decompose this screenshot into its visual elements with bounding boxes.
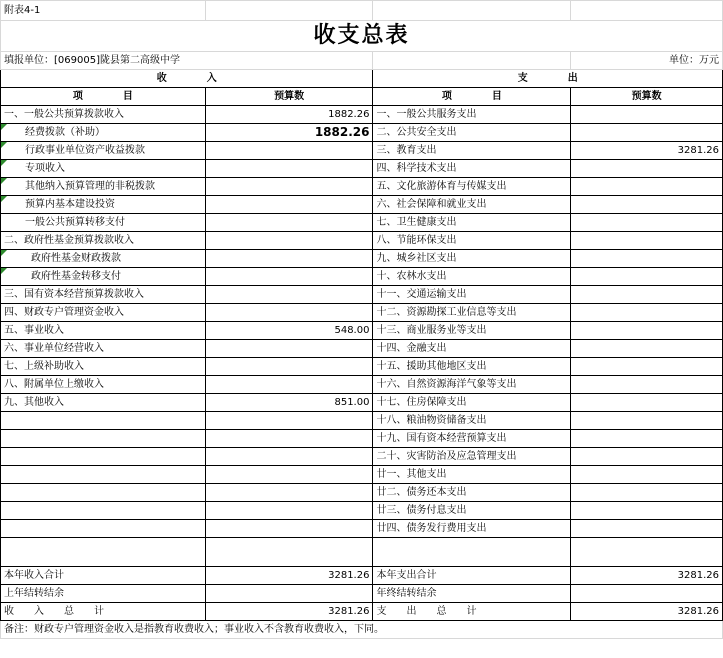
expense-item-cell[interactable]: 二十、灾害防治及应急管理支出: [373, 448, 571, 466]
grand-total-row: [1, 603, 723, 621]
income-value-cell[interactable]: [205, 448, 373, 466]
table-row: [1, 124, 723, 142]
expense-value-cell[interactable]: [571, 304, 723, 322]
expense-budget-header: 预算数: [571, 88, 723, 106]
table-row: [1, 268, 723, 286]
income-item-cell[interactable]: [1, 430, 206, 448]
income-item-cell[interactable]: 八、附属单位上缴收入: [1, 376, 206, 394]
income-value-cell[interactable]: [205, 466, 373, 484]
income-value-cell[interactable]: [205, 502, 373, 520]
table-row: [1, 160, 723, 178]
table-row: [1, 412, 723, 430]
expense-value-cell[interactable]: [571, 376, 723, 394]
table-row: [1, 196, 723, 214]
income-item-cell[interactable]: [1, 412, 206, 430]
income-section-header: 收 入: [1, 70, 373, 88]
expense-item-cell[interactable]: 五、文化旅游体育与传媒支出: [373, 178, 571, 196]
income-total-label: 收 入 总 计: [1, 603, 206, 621]
table-row: [1, 178, 723, 196]
expense-item-cell[interactable]: 八、节能环保支出: [373, 232, 571, 250]
income-item-cell[interactable]: [1, 484, 206, 502]
expense-value-cell[interactable]: [571, 484, 723, 502]
expense-value-cell[interactable]: [571, 124, 723, 142]
income-item-cell[interactable]: [1, 502, 206, 520]
table-row: [1, 142, 723, 160]
table-row: [1, 466, 723, 484]
year-expense-value[interactable]: 3281.26: [571, 567, 723, 585]
blank-row: [1, 538, 723, 567]
income-value-cell[interactable]: [205, 196, 373, 214]
expense-item-cell[interactable]: 七、卫生健康支出: [373, 214, 571, 232]
income-item-cell[interactable]: 专项收入: [1, 160, 206, 178]
table-row: [1, 484, 723, 502]
table-row: [1, 448, 723, 466]
expense-value-cell[interactable]: [571, 286, 723, 304]
expense-value-cell[interactable]: [571, 268, 723, 286]
table-row: [1, 520, 723, 538]
income-value-cell[interactable]: [205, 358, 373, 376]
income-value-cell[interactable]: [205, 268, 373, 286]
expense-item-cell[interactable]: 十一、交通运输支出: [373, 286, 571, 304]
income-value-cell[interactable]: [205, 412, 373, 430]
expense-item-cell[interactable]: 二、公共安全支出: [373, 124, 571, 142]
balance-row: [1, 585, 723, 603]
expense-value-cell[interactable]: [571, 106, 723, 124]
prev-balance-value[interactable]: [205, 585, 373, 603]
expense-item-cell[interactable]: 廿一、其他支出: [373, 466, 571, 484]
expense-item-cell[interactable]: 十二、资源勘探工业信息等支出: [373, 304, 571, 322]
income-item-cell[interactable]: 行政事业单位资产收益拨款: [1, 142, 206, 160]
expense-value-cell[interactable]: [571, 340, 723, 358]
income-item-cell[interactable]: 七、上级补助收入: [1, 358, 206, 376]
expense-value-cell[interactable]: [571, 466, 723, 484]
expense-item-cell[interactable]: 廿四、债务发行费用支出: [373, 520, 571, 538]
income-value-cell[interactable]: [205, 304, 373, 322]
expense-item-cell[interactable]: 十四、金融支出: [373, 340, 571, 358]
table-row: [1, 232, 723, 250]
attach-label: 附表4-1: [1, 1, 206, 21]
income-item-cell[interactable]: 九、其他收入: [1, 394, 206, 412]
income-item-cell[interactable]: 政府性基金转移支付: [1, 268, 206, 286]
table-row: [1, 430, 723, 448]
expense-total-label: 支 出 总 计: [373, 603, 571, 621]
expense-value-cell[interactable]: [571, 232, 723, 250]
income-item-cell[interactable]: [1, 466, 206, 484]
income-value-cell[interactable]: [205, 376, 373, 394]
end-balance-value[interactable]: [571, 585, 723, 603]
table-row: [1, 358, 723, 376]
expense-value-cell[interactable]: [571, 214, 723, 232]
expense-item-cell[interactable]: 三、教育支出: [373, 142, 571, 160]
income-value-cell[interactable]: [205, 214, 373, 232]
page-title: 收支总表: [1, 21, 723, 52]
expense-item-cell[interactable]: 一、一般公共服务支出: [373, 106, 571, 124]
prev-balance-label: 上年结转结余: [1, 585, 206, 603]
year-income-label: 本年收入合计: [1, 567, 206, 585]
expense-value-cell[interactable]: [571, 520, 723, 538]
income-item-cell[interactable]: 六、事业单位经营收入: [1, 340, 206, 358]
expense-item-cell[interactable]: 四、科学技术支出: [373, 160, 571, 178]
expense-value-cell[interactable]: [571, 412, 723, 430]
income-value-cell[interactable]: 1882.26: [205, 106, 373, 124]
income-value-cell[interactable]: [205, 286, 373, 304]
table-row: [1, 106, 723, 124]
income-value-cell[interactable]: [205, 178, 373, 196]
expense-item-header: 项 目: [373, 88, 571, 106]
end-balance-label: 年终结转结余: [373, 585, 571, 603]
income-budget-header: 预算数: [205, 88, 373, 106]
expense-item-cell[interactable]: 十五、援助其他地区支出: [373, 358, 571, 376]
income-item-cell[interactable]: [1, 520, 206, 538]
income-item-cell[interactable]: 三、国有资本经营预算拨款收入: [1, 286, 206, 304]
expense-item-cell[interactable]: 十六、自然资源海洋气象等支出: [373, 376, 571, 394]
income-value-cell[interactable]: [205, 250, 373, 268]
expense-item-cell[interactable]: 十七、住房保障支出: [373, 394, 571, 412]
expense-value-cell[interactable]: [571, 178, 723, 196]
income-value-cell[interactable]: [205, 484, 373, 502]
income-item-cell[interactable]: 经费拨款（补助）: [1, 124, 206, 142]
income-total-value[interactable]: 3281.26: [205, 603, 373, 621]
table-row: [1, 394, 723, 412]
table-row: [1, 340, 723, 358]
table-row: [1, 214, 723, 232]
income-item-cell[interactable]: 四、财政专户管理资金收入: [1, 304, 206, 322]
expense-value-cell[interactable]: [571, 448, 723, 466]
income-item-cell[interactable]: [1, 448, 206, 466]
expense-value-cell[interactable]: [571, 196, 723, 214]
expense-item-cell[interactable]: 廿三、债务付息支出: [373, 502, 571, 520]
income-value-cell[interactable]: [205, 142, 373, 160]
expense-value-cell[interactable]: [571, 502, 723, 520]
income-item-cell[interactable]: 其他纳入预算管理的非税拨款: [1, 178, 206, 196]
expense-value-cell[interactable]: [571, 430, 723, 448]
income-value-cell[interactable]: [205, 520, 373, 538]
table-row: [1, 304, 723, 322]
expense-item-cell[interactable]: 十九、国有资本经营预算支出: [373, 430, 571, 448]
year-income-value[interactable]: 3281.26: [205, 567, 373, 585]
income-item-cell[interactable]: 五、事业收入: [1, 322, 206, 340]
income-value-cell[interactable]: [205, 232, 373, 250]
expense-value-cell[interactable]: [571, 160, 723, 178]
income-value-cell[interactable]: [205, 160, 373, 178]
income-item-cell[interactable]: 二、政府性基金预算拨款收入: [1, 232, 206, 250]
income-value-cell[interactable]: [205, 430, 373, 448]
income-value-cell[interactable]: 1882.26: [205, 124, 373, 142]
income-item-cell[interactable]: 一般公共预算转移支付: [1, 214, 206, 232]
income-value-cell[interactable]: 548.00: [205, 322, 373, 340]
expense-item-cell[interactable]: 九、城乡社区支出: [373, 250, 571, 268]
year-total-row: [1, 567, 723, 585]
table-row: [1, 286, 723, 304]
income-value-cell[interactable]: 851.00: [205, 394, 373, 412]
year-expense-label: 本年支出合计: [373, 567, 571, 585]
expense-item-cell[interactable]: 十、农林水支出: [373, 268, 571, 286]
table-row: [1, 250, 723, 268]
reporting-unit: 填报单位：[069005]陇县第二高级中学: [1, 52, 373, 70]
currency-unit: 单位：万元: [571, 52, 723, 70]
expense-item-cell[interactable]: 六、社会保障和就业支出: [373, 196, 571, 214]
expense-item-cell[interactable]: 十八、粮油物资储备支出: [373, 412, 571, 430]
expense-total-value[interactable]: 3281.26: [571, 603, 723, 621]
expense-item-cell[interactable]: 廿二、债务还本支出: [373, 484, 571, 502]
income-item-cell[interactable]: 一、一般公共预算拨款收入: [1, 106, 206, 124]
income-item-header: 项 目: [1, 88, 206, 106]
expense-value-cell[interactable]: [571, 250, 723, 268]
expense-value-cell[interactable]: 3281.26: [571, 142, 723, 160]
table-row: [1, 376, 723, 394]
expense-value-cell[interactable]: [571, 358, 723, 376]
expense-value-cell[interactable]: [571, 394, 723, 412]
income-value-cell[interactable]: [205, 340, 373, 358]
footnote: 备注：财政专户管理资金收入是指教育收费收入；事业收入不含教育收费收入，下同。: [1, 621, 723, 639]
table-row: [1, 502, 723, 520]
expense-value-cell[interactable]: [571, 322, 723, 340]
table-row: [1, 322, 723, 340]
expense-item-cell[interactable]: 十三、商业服务业等支出: [373, 322, 571, 340]
income-item-cell[interactable]: 政府性基金财政拨款: [1, 250, 206, 268]
expense-section-header: 支 出: [373, 70, 723, 88]
income-item-cell[interactable]: 预算内基本建设投资: [1, 196, 206, 214]
